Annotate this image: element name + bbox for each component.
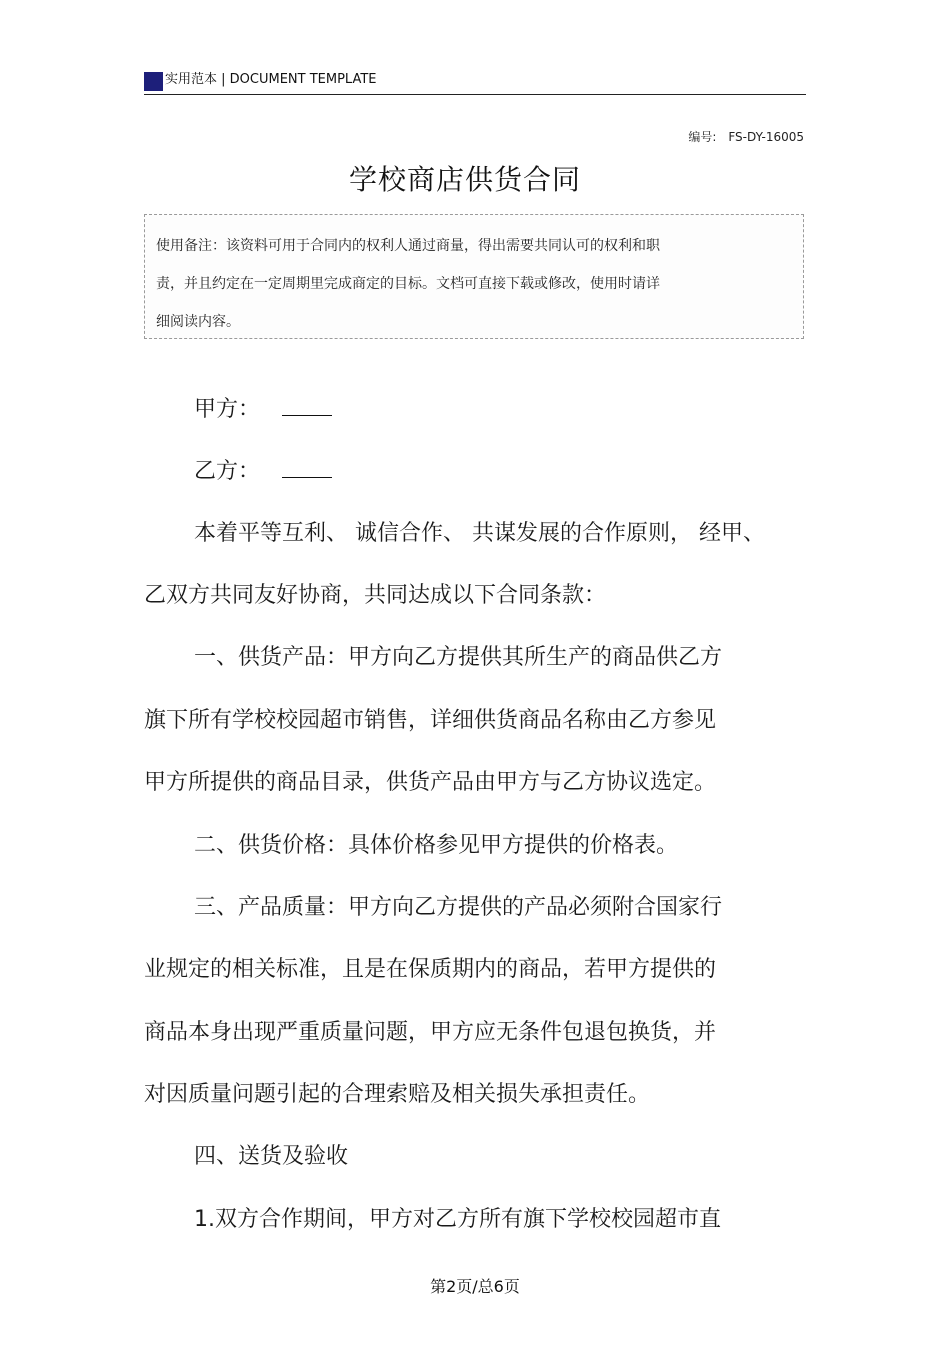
party-b-line <box>194 454 332 485</box>
section-3-line-2: 业规定的相关标准，且是在保质期内的商品，若甲方提供的 <box>144 957 717 982</box>
section-1-line-1: 一、供货产品：甲方向乙方提供其所生产的商品供乙方 <box>194 645 723 670</box>
section-1-line-3: 甲方所提供的商品目录，供货产品由甲方与乙方协议选定。 <box>144 770 717 795</box>
party-a-line <box>194 392 332 423</box>
page-indicator: 第2页/总6页 <box>430 1277 520 1296</box>
section-2: 二、供货价格：具体价格参见甲方提供的价格表。 <box>194 833 679 858</box>
usage-note-text <box>156 227 746 341</box>
intro-line-1: 本着平等互利、 诚信合作、 共谋发展的合作原则， 经甲、 <box>194 521 765 546</box>
document-title: 学校商店供货合同 <box>348 163 581 196</box>
header-logo-square <box>144 72 163 91</box>
document-number-value: FS-DY-16005 <box>728 130 804 144</box>
section-3-line-1: 三、产品质量：甲方向乙方提供的产品必须附合国家行 <box>194 895 723 920</box>
header-text: 实用范本 | DOCUMENT TEMPLATE <box>165 72 377 87</box>
document-number <box>688 128 804 145</box>
usage-note-line: 责，并且约定在一定周期里完成商定的目标。文档可直接下载或修改，使用时请详 <box>156 276 660 292</box>
section-3-line-3: 商品本身出现严重质量问题，甲方应无条件包退包换货，并 <box>144 1020 717 1045</box>
usage-note-line: 细阅读内容。 <box>156 314 240 330</box>
intro-line-2: 乙双方共同友好协商，共同达成以下合同条款： <box>144 583 607 608</box>
usage-note-line: 使用备注：该资料可用于合同内的权利人通过商量，得出需要共同认可的权利和职 <box>156 238 660 254</box>
section-4-item-1: 1.双方合作期间，甲方对乙方所有旗下学校校园超市直 <box>194 1207 721 1232</box>
party-b-blank <box>282 459 332 478</box>
document-header <box>144 70 806 95</box>
section-3-line-4: 对因质量问题引起的合理索赔及相关损失承担责任。 <box>144 1082 651 1107</box>
section-4-heading: 四、送货及验收 <box>194 1144 349 1169</box>
usage-note-box <box>144 214 804 339</box>
section-1-line-2: 旗下所有学校校园超市销售，详细供货商品名称由乙方参见 <box>144 708 717 733</box>
document-number-label: 编号: <box>688 130 717 144</box>
party-b-label: 乙方： <box>194 459 261 484</box>
party-a-blank <box>282 397 332 416</box>
party-a-label: 甲方： <box>194 397 261 422</box>
